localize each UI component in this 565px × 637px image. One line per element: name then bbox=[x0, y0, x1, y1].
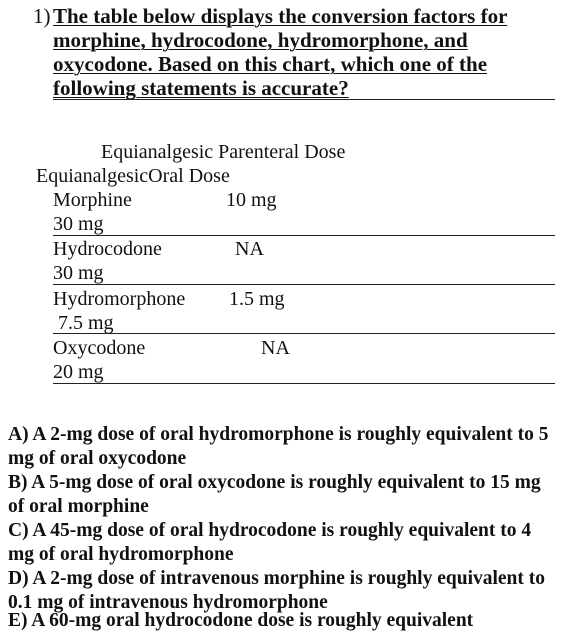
row-oral-oxycodone: 20 mg bbox=[53, 361, 104, 383]
row-divider bbox=[53, 235, 555, 236]
row-oral-hydromorphone: 7.5 mg bbox=[58, 312, 114, 334]
header-oral-dose: EquianalgesicOral Dose bbox=[36, 165, 230, 187]
header-parenteral-dose: Equianalgesic Parenteral Dose bbox=[101, 141, 346, 163]
row-divider bbox=[53, 284, 555, 285]
row-drug-morphine: Morphine bbox=[53, 189, 132, 211]
row-divider bbox=[53, 333, 555, 334]
question-text: The table below displays the conversion factors for morphine, hydrocodone, hydromorphone, and oxycodone. Based on this chart, which one of the following statements is accurate? bbox=[53, 4, 508, 100]
row-parenteral-morphine: 10 mg bbox=[226, 189, 277, 211]
choice-e-text: E) A 60-mg oral hydrocodone dose is roughly equivalent bbox=[8, 610, 474, 631]
question-divider bbox=[53, 99, 555, 100]
row-drug-hydromorphone: Hydromorphone bbox=[53, 288, 186, 310]
row-oral-morphine: 30 mg bbox=[53, 213, 104, 235]
row-parenteral-hydromorphone: 1.5 mg bbox=[229, 288, 285, 310]
answer-choices bbox=[8, 423, 560, 615]
question-number: 1) bbox=[33, 4, 51, 28]
row-oral-hydrocodone: 30 mg bbox=[53, 262, 104, 284]
choice-c[interactable]: C) A 45-mg dose of oral hydrocodone is roughly equivalent to 4 mg of oral hydromorphone bbox=[8, 520, 532, 565]
choice-b[interactable]: B) A 5-mg dose of oral oxycodone is roughly equivalent to 15 mg of oral morphine bbox=[8, 472, 541, 517]
choice-e-truncated[interactable] bbox=[8, 610, 548, 631]
choice-d[interactable]: D) A 2-mg dose of intravenous morphine is roughly equivalent to 0.1 mg of intravenous hydromorphone bbox=[8, 568, 546, 613]
choice-a[interactable]: A) A 2-mg dose of oral hydromorphone is roughly equivalent to 5 mg of oral oxycodone bbox=[8, 424, 549, 469]
row-parenteral-hydrocodone: NA bbox=[235, 238, 264, 260]
row-drug-oxycodone: Oxycodone bbox=[53, 337, 146, 359]
row-parenteral-oxycodone: NA bbox=[261, 337, 290, 359]
row-divider bbox=[53, 383, 555, 384]
row-drug-hydrocodone: Hydrocodone bbox=[53, 238, 162, 260]
